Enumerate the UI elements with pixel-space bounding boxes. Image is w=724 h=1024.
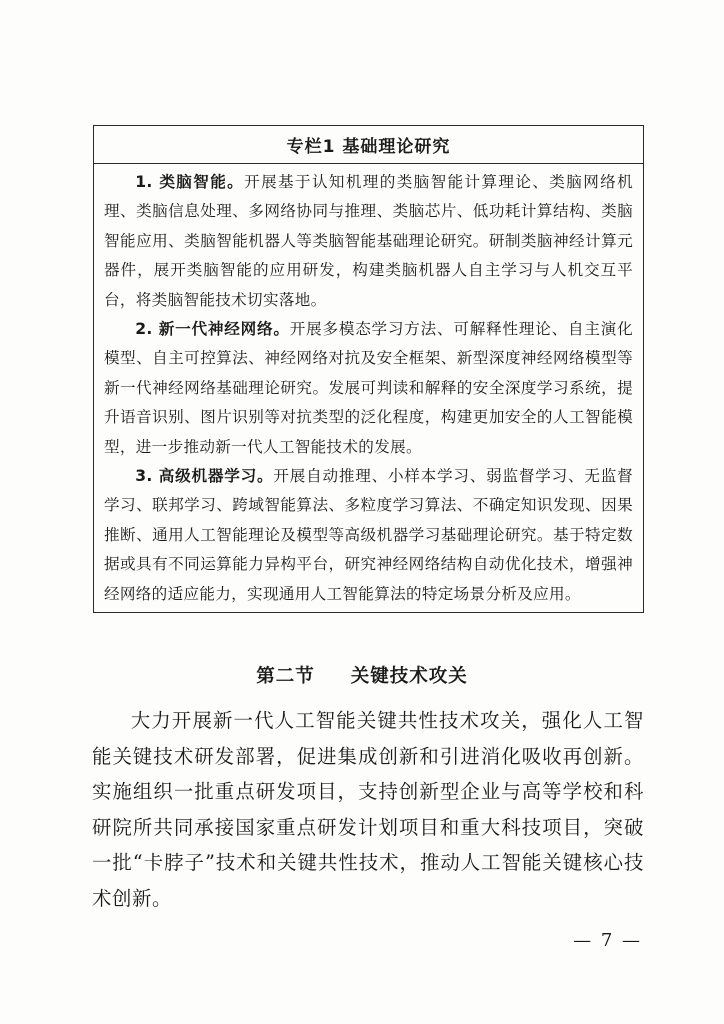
column-item-lead: 2. 新一代神经网络。 bbox=[135, 320, 290, 339]
column-item-lead: 3. 高级机器学习。 bbox=[135, 467, 274, 486]
column-item-text: 开展自动推理、小样本学习、弱监督学习、无监督学习、联邦学习、跨域智能算法、多粒度学习算法、不确定知识发现、因果推断、通用人工智能理论及模型等高级机器学习基础理论研究。基于特定数据或具有不同运算能力异构平台，研究神经网络结构自动优化技术，增强神经网络的适应能力，实现通用人工智能算法的特定场景分析及应用。 bbox=[104, 467, 634, 603]
column-item-text: 开展多模态学习方法、可解释性理论、自主演化模型、自主可控算法、神经网络对抗及安全框架、新型深度神经网络模型等新一代神经网络基础理论研究。发展可判读和解释的安全深度学习系统，提升语音识别、图片识别等对抗类型的泛化程度，构建更加安全的人工智能模型，进一步推动新一代人工智能技术的发展。 bbox=[104, 320, 633, 456]
column-box-body bbox=[94, 164, 643, 609]
section-title: 关键技术攻关 bbox=[350, 666, 468, 687]
column-box bbox=[93, 125, 644, 613]
body-paragraph: 大力开展新一代人工智能关键共性技术攻关，强化人工智能关键技术研发部署，促进集成创新和引进消化吸收再创新。实施组织一批重点研发项目，支持创新型企业与高等学校和科研院所共同承接国家重点研发计划项目和重大科技项目，突破一批“卡脖子”技术和关键共性技术，推动人工智能关键核心技术创新。 bbox=[92, 709, 644, 910]
section-heading bbox=[0, 662, 724, 688]
page-number: — 7 — bbox=[573, 930, 642, 951]
column-item-lead: 1. 类脑智能。 bbox=[135, 173, 245, 191]
section-number: 第二节 bbox=[256, 666, 315, 687]
column-item-neural-network bbox=[104, 315, 633, 462]
column-item-text: 开展基于认知机理的类脑智能计算理论、类脑网络机理、类脑信息处理、多网络协同与推理、类脑芯片、低功耗计算结构、类脑智能应用、类脑智能机器人等类脑智能基础理论研究。研制类脑神经计算元器件，展开类脑智能的应用研发，构建类脑机器人自主学习与人机交互平台，将类脑智能技术切实落地。 bbox=[104, 173, 633, 309]
column-item-brain-inspired bbox=[104, 168, 633, 315]
column-item-machine-learning bbox=[104, 462, 633, 609]
column-box-title: 专栏1 基础理论研究 bbox=[94, 126, 643, 164]
